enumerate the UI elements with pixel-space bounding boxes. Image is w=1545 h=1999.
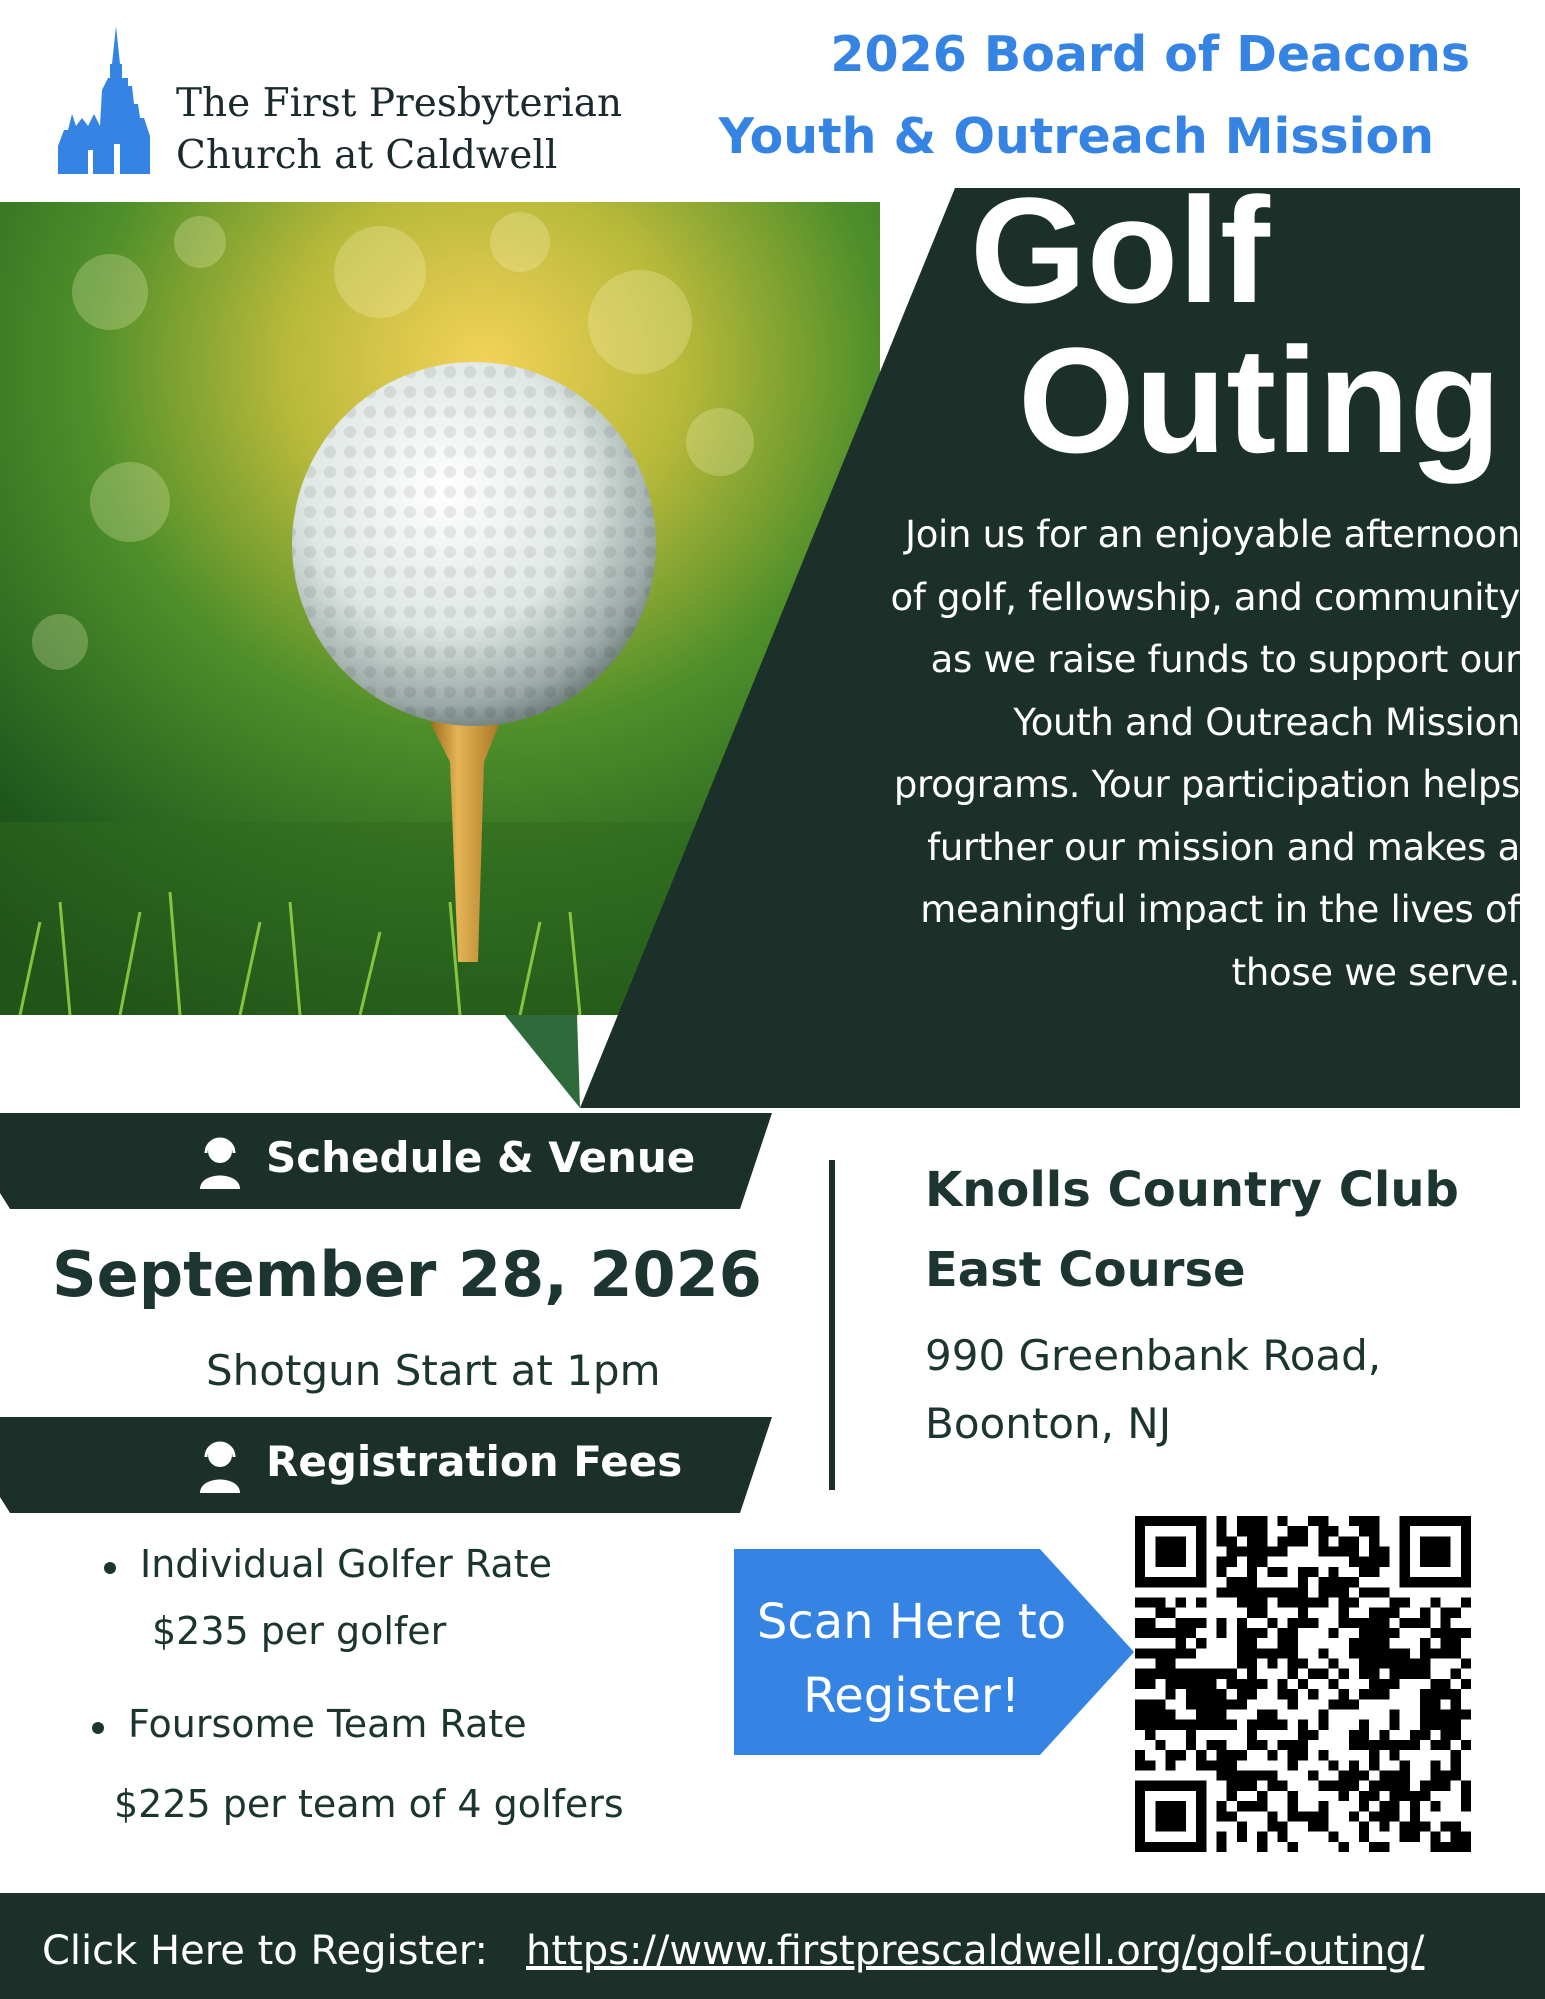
fees-section-bar xyxy=(0,1417,780,1513)
description-line: programs. Your participation helps xyxy=(893,763,1520,806)
fee-item-name: Foursome Team Rate xyxy=(128,1702,527,1746)
section-divider xyxy=(829,1160,835,1490)
schedule-section-bar xyxy=(0,1113,780,1209)
venue-address xyxy=(925,1322,1381,1458)
bullet xyxy=(92,1722,104,1734)
description-line: Join us for an enjoyable afternoon xyxy=(905,513,1520,556)
start-time: Shotgun Start at 1pm xyxy=(206,1346,661,1395)
person-headset-icon xyxy=(196,1437,244,1493)
church-name-line2: Church at Caldwell xyxy=(176,133,558,178)
footer-register-label: Click Here to Register: xyxy=(42,1928,488,1974)
bullet xyxy=(104,1562,116,1574)
description-line: those we serve. xyxy=(1231,950,1520,994)
scan-line1: Scan Here to xyxy=(756,1594,1067,1650)
description-line: meaningful impact in the lives of xyxy=(920,888,1520,931)
scan-line2: Register! xyxy=(803,1668,1020,1724)
venue-address-line1: 990 Greenbank Road, xyxy=(925,1331,1382,1380)
event-description xyxy=(760,504,1520,1004)
venue-address-line2: Boonton, NJ xyxy=(925,1399,1172,1448)
venue-name xyxy=(925,1150,1459,1310)
event-heading-line1: 2026 Board of Deacons xyxy=(830,26,1470,83)
title-outing: Outing xyxy=(1018,316,1502,484)
register-link[interactable]: https://www.firstprescaldwell.org/golf-outing/ xyxy=(526,1928,1425,1974)
fee-item-price: $225 per team of 4 golfers xyxy=(114,1782,624,1826)
fees-section-label: Registration Fees xyxy=(266,1437,683,1486)
venue-name-line2: East Course xyxy=(925,1242,1246,1298)
description-line: of golf, fellowship, and community xyxy=(890,575,1520,619)
description-line: further our mission and makes a xyxy=(927,825,1520,869)
schedule-section-label: Schedule & Venue xyxy=(266,1133,696,1182)
title-golf: Golf xyxy=(970,166,1270,334)
fee-item-price: $235 per golfer xyxy=(152,1609,447,1653)
fee-item-name: Individual Golfer Rate xyxy=(140,1542,552,1586)
person-headset-icon xyxy=(196,1133,244,1189)
qr-code-icon[interactable] xyxy=(1135,1516,1471,1852)
venue-name-line1: Knolls Country Club xyxy=(925,1162,1459,1218)
scan-to-register-label xyxy=(734,1585,1089,1733)
event-heading-line2: Youth & Outreach Mission xyxy=(718,108,1434,165)
church-name-line1: The First Presbyterian xyxy=(176,81,623,126)
description-line: Youth and Outreach Mission xyxy=(1013,700,1520,744)
description-line: as we raise funds to support our xyxy=(930,638,1520,681)
event-date: September 28, 2026 xyxy=(52,1238,762,1311)
